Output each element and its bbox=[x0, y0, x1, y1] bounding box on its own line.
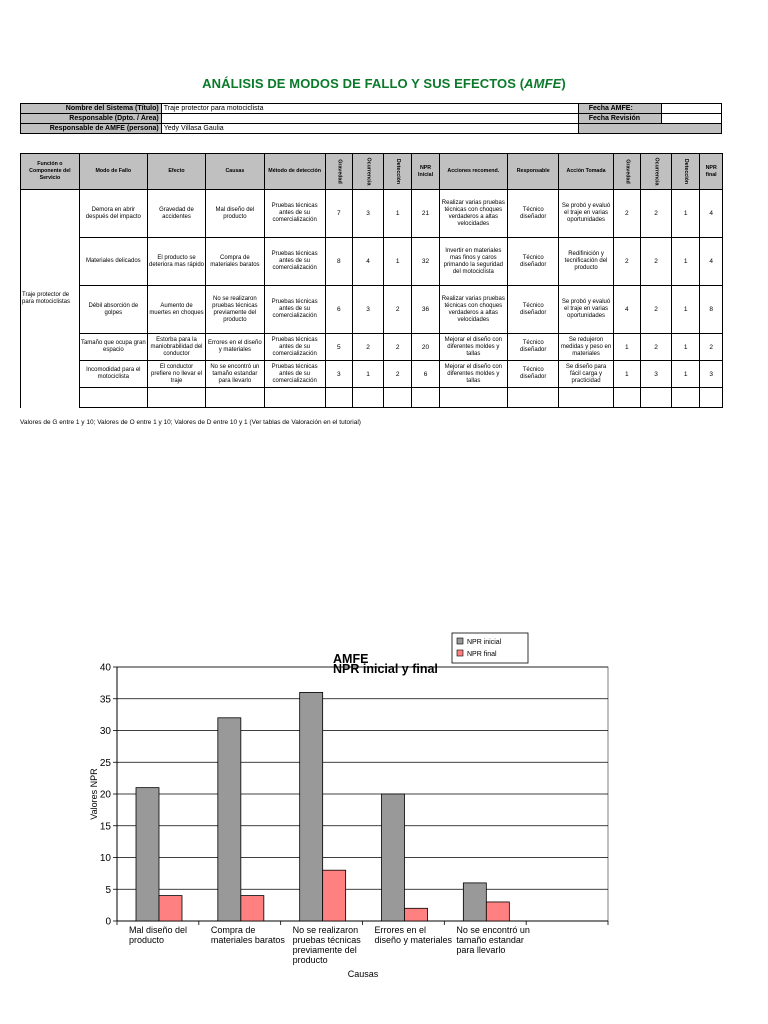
empty-cell bbox=[641, 388, 672, 408]
responsible-cell: Técnico diseñador bbox=[507, 361, 558, 388]
empty-cell bbox=[264, 388, 325, 408]
y-tick-label: 15 bbox=[99, 821, 111, 833]
action-taken-cell: Se probó y evaluó el traje en varias oportunidades bbox=[559, 286, 613, 334]
detection-final-cell: 1 bbox=[672, 286, 700, 334]
header-deteccion-final: Detección bbox=[672, 154, 700, 190]
recommended-action-cell: Realizar varias pruebas técnicas con choques verdaderos a altas velocidades bbox=[439, 190, 507, 238]
cause-cell: Mal diseño del producto bbox=[206, 190, 264, 238]
empty-cell bbox=[147, 388, 205, 408]
amfe-table bbox=[20, 153, 723, 408]
occurrence-cell: 3 bbox=[353, 286, 384, 334]
bar-npr-inicial bbox=[300, 692, 323, 921]
failure-mode-cell: Demora en abrir después del impacto bbox=[79, 190, 147, 238]
info-label: Nombre del Sistema (Título) bbox=[21, 104, 162, 114]
severity-final-cell: 2 bbox=[613, 238, 640, 286]
occurrence-final-cell: 2 bbox=[641, 334, 672, 361]
legend-swatch bbox=[457, 638, 463, 644]
occurrence-cell: 4 bbox=[353, 238, 384, 286]
detection-method-cell: Pruebas técnicas antes de su comercialización bbox=[264, 286, 325, 334]
effect-cell: Aumento de muertes en choques bbox=[147, 286, 205, 334]
bar-npr-final bbox=[486, 902, 509, 921]
npr-final-cell: 4 bbox=[700, 190, 723, 238]
bar-npr-inicial bbox=[463, 883, 486, 921]
bar-npr-final bbox=[405, 908, 428, 921]
npr-initial-cell: 32 bbox=[412, 238, 439, 286]
severity-final-cell: 2 bbox=[613, 190, 640, 238]
severity-cell: 6 bbox=[325, 286, 352, 334]
chart-subtitle: NPR inicial y final bbox=[333, 662, 438, 676]
y-tick-label: 20 bbox=[99, 789, 111, 801]
y-axis-title: Valores NPR bbox=[89, 768, 99, 820]
npr-final-cell: 3 bbox=[700, 361, 723, 388]
responsible-cell: Técnico diseñador bbox=[507, 334, 558, 361]
action-taken-cell: Se redujeron medidas y peso en materiales bbox=[559, 334, 613, 361]
y-tick-label: 35 bbox=[99, 694, 111, 706]
header-acciones: Acciones recomend. bbox=[439, 154, 507, 190]
severity-cell: 7 bbox=[325, 190, 352, 238]
cause-cell: No se encontró un tamaño estandar para llevarlo bbox=[206, 361, 264, 388]
x-tick-label: materiales baratos bbox=[210, 935, 285, 945]
x-axis-title: Causas bbox=[347, 969, 379, 979]
empty-cell bbox=[672, 388, 700, 408]
table-row bbox=[21, 190, 723, 238]
header-ocurrencia-final: Ocurrencia bbox=[641, 154, 672, 190]
info-value: Traje protector para motociclista bbox=[161, 104, 578, 114]
header-efecto: Efecto bbox=[147, 154, 205, 190]
document-title: ANÁLISIS DE MODOS DE FALLO Y SUS EFECTOS (AMFE) bbox=[202, 76, 566, 91]
header-responsable: Responsable bbox=[507, 154, 558, 190]
x-tick-label: diseño y materiales bbox=[374, 935, 453, 945]
x-tick-label: Compra de bbox=[210, 925, 256, 935]
bar-npr-final bbox=[323, 870, 346, 921]
failure-mode-cell: Débil absorción de golpes bbox=[79, 286, 147, 334]
occurrence-cell: 3 bbox=[353, 190, 384, 238]
action-taken-cell: Redifinición y tecnificación del producto bbox=[559, 238, 613, 286]
npr-initial-cell: 6 bbox=[412, 361, 439, 388]
action-taken-cell: Se probó y evaluó el traje en varias oportunidades bbox=[559, 190, 613, 238]
header-causas: Causas bbox=[206, 154, 264, 190]
function-cell: Traje protector de para motociclistas bbox=[21, 190, 80, 408]
failure-mode-cell: Incomodidad para el motociclista bbox=[79, 361, 147, 388]
header-row bbox=[21, 154, 723, 190]
effect-cell: El producto se deteriora mas rápido bbox=[147, 238, 205, 286]
effect-cell: Estorba para la maniobrabilidad del conductor bbox=[147, 334, 205, 361]
empty-cell bbox=[325, 388, 352, 408]
effect-cell: El conductor prefiere no llevar el traje bbox=[147, 361, 205, 388]
detection-cell: 1 bbox=[384, 190, 412, 238]
header-funcion: Función o Componente del Servicio bbox=[21, 154, 80, 190]
bar-npr-inicial bbox=[136, 788, 159, 921]
detection-cell: 2 bbox=[384, 361, 412, 388]
npr-bar-chart bbox=[0, 620, 620, 980]
header-accion-tomada: Acción Tomada bbox=[559, 154, 613, 190]
table-row-empty bbox=[21, 388, 723, 408]
x-tick-label: tamaño estandar bbox=[456, 935, 524, 945]
npr-final-cell: 8 bbox=[700, 286, 723, 334]
x-tick-label: No se realizaron bbox=[292, 925, 359, 935]
detection-method-cell: Pruebas técnicas antes de su comercialización bbox=[264, 238, 325, 286]
chart-title: AMFE bbox=[333, 652, 369, 666]
empty-cell bbox=[700, 388, 723, 408]
detection-final-cell: 1 bbox=[672, 361, 700, 388]
recommended-action-cell: Mejorar el diseño con diferentes moldes y tallas bbox=[439, 361, 507, 388]
occurrence-final-cell: 2 bbox=[641, 286, 672, 334]
table-row bbox=[21, 361, 723, 388]
legend-label: NPR inicial bbox=[467, 639, 502, 646]
cause-cell: No se realizaron pruebas técnicas previamente del producto bbox=[206, 286, 264, 334]
info-filler bbox=[578, 124, 721, 134]
system-info-table bbox=[20, 103, 722, 134]
severity-final-cell: 1 bbox=[613, 334, 640, 361]
header-deteccion: Detección bbox=[384, 154, 412, 190]
empty-cell bbox=[206, 388, 264, 408]
info-row bbox=[21, 124, 722, 134]
empty-cell bbox=[353, 388, 384, 408]
table-row bbox=[21, 238, 723, 286]
x-tick-label: No se encontró un bbox=[456, 925, 530, 935]
severity-cell: 8 bbox=[325, 238, 352, 286]
y-tick-label: 40 bbox=[99, 662, 111, 674]
header-modo: Modo de Fallo bbox=[79, 154, 147, 190]
legend-box bbox=[452, 633, 528, 663]
x-tick-label: para llevarlo bbox=[456, 945, 506, 955]
detection-final-cell: 1 bbox=[672, 334, 700, 361]
npr-final-cell: 4 bbox=[700, 238, 723, 286]
responsible-cell: Técnico diseñador bbox=[507, 238, 558, 286]
severity-cell: 3 bbox=[325, 361, 352, 388]
header-ocurrencia: Ocurrencia bbox=[353, 154, 384, 190]
info-label: Responsable de AMFE (persona) bbox=[21, 124, 162, 134]
detection-cell: 2 bbox=[384, 334, 412, 361]
y-tick-label: 25 bbox=[99, 757, 111, 769]
empty-cell bbox=[412, 388, 439, 408]
empty-cell bbox=[559, 388, 613, 408]
x-tick-label: pruebas técnicas bbox=[292, 935, 361, 945]
x-tick-label: previamente del bbox=[292, 945, 357, 955]
legend-label: NPR final bbox=[467, 651, 497, 658]
header-gravedad: Gravedad bbox=[325, 154, 352, 190]
responsible-cell: Técnico diseñador bbox=[507, 286, 558, 334]
recommended-action-cell: Realizar varias pruebas técnicas con choques verdaderos a altas velocidades bbox=[439, 286, 507, 334]
info-right-value bbox=[661, 104, 721, 114]
detection-cell: 1 bbox=[384, 238, 412, 286]
responsible-cell: Técnico diseñador bbox=[507, 190, 558, 238]
header-npr-inicial: NPR Inicial bbox=[412, 154, 439, 190]
info-right-value bbox=[661, 114, 721, 124]
y-tick-label: 0 bbox=[105, 916, 111, 928]
severity-final-cell: 1 bbox=[613, 361, 640, 388]
info-label: Responsable (Dpto. / Área) bbox=[21, 114, 162, 124]
empty-cell bbox=[507, 388, 558, 408]
failure-mode-cell: Materiales delicados bbox=[79, 238, 147, 286]
valuation-note: Valores de G entre 1 y 10; Valores de O entre 1 y 10; Valores de D entre 10 y 1 (Ver tablas de Valoración en el tutorial) bbox=[20, 419, 361, 426]
info-right-label: Fecha Revisión bbox=[578, 114, 661, 124]
cause-cell: Compra de materiales baratos bbox=[206, 238, 264, 286]
header-npr-final: NPR final bbox=[700, 154, 723, 190]
bar-npr-final bbox=[241, 896, 264, 921]
table-row bbox=[21, 286, 723, 334]
detection-cell: 2 bbox=[384, 286, 412, 334]
header-gravedad-final: Gravedad bbox=[613, 154, 640, 190]
npr-final-cell: 2 bbox=[700, 334, 723, 361]
info-row bbox=[21, 114, 722, 124]
empty-cell bbox=[384, 388, 412, 408]
info-value: Yedy Villasa Gaulia bbox=[161, 124, 578, 134]
y-tick-label: 5 bbox=[105, 884, 111, 896]
occurrence-final-cell: 2 bbox=[641, 190, 672, 238]
info-row bbox=[21, 104, 722, 114]
empty-cell bbox=[79, 388, 147, 408]
effect-cell: Gravedad de accidentes bbox=[147, 190, 205, 238]
severity-cell: 5 bbox=[325, 334, 352, 361]
empty-cell bbox=[613, 388, 640, 408]
npr-initial-cell: 36 bbox=[412, 286, 439, 334]
bar-npr-inicial bbox=[382, 794, 405, 921]
npr-initial-cell: 20 bbox=[412, 334, 439, 361]
npr-initial-cell: 21 bbox=[412, 190, 439, 238]
detection-final-cell: 1 bbox=[672, 238, 700, 286]
bar-npr-inicial bbox=[218, 718, 241, 921]
x-tick-label: Mal diseño del bbox=[129, 925, 188, 935]
x-tick-label: producto bbox=[292, 955, 328, 965]
severity-final-cell: 4 bbox=[613, 286, 640, 334]
legend-swatch bbox=[457, 650, 463, 656]
info-value bbox=[161, 114, 578, 124]
x-tick-label: Errores en el bbox=[374, 925, 427, 935]
detection-method-cell: Pruebas técnicas antes de su comercialización bbox=[264, 190, 325, 238]
empty-cell bbox=[439, 388, 507, 408]
recommended-action-cell: Mejorar el diseño con diferentes moldes y tallas bbox=[439, 334, 507, 361]
occurrence-final-cell: 2 bbox=[641, 238, 672, 286]
detection-final-cell: 1 bbox=[672, 190, 700, 238]
header-metodo: Método de detección bbox=[264, 154, 325, 190]
bar-npr-final bbox=[159, 896, 182, 921]
occurrence-cell: 2 bbox=[353, 334, 384, 361]
recommended-action-cell: Invertir en materiales mas finos y caros primando la seguridad del motociclista bbox=[439, 238, 507, 286]
detection-method-cell: Pruebas técnicas antes de su comercialización bbox=[264, 361, 325, 388]
occurrence-final-cell: 3 bbox=[641, 361, 672, 388]
info-right-label: Fecha AMFE: bbox=[578, 104, 661, 114]
x-tick-label: producto bbox=[129, 935, 165, 945]
cause-cell: Errores en el diseño y materiales bbox=[206, 334, 264, 361]
occurrence-cell: 1 bbox=[353, 361, 384, 388]
detection-method-cell: Pruebas técnicas antes de su comercialización bbox=[264, 334, 325, 361]
action-taken-cell: Se diseño para fácil carga y practicidad bbox=[559, 361, 613, 388]
y-tick-label: 10 bbox=[99, 853, 111, 864]
table-row bbox=[21, 334, 723, 361]
y-tick-label: 30 bbox=[99, 726, 111, 737]
failure-mode-cell: Tamaño que ocupa gran espacio bbox=[79, 334, 147, 361]
